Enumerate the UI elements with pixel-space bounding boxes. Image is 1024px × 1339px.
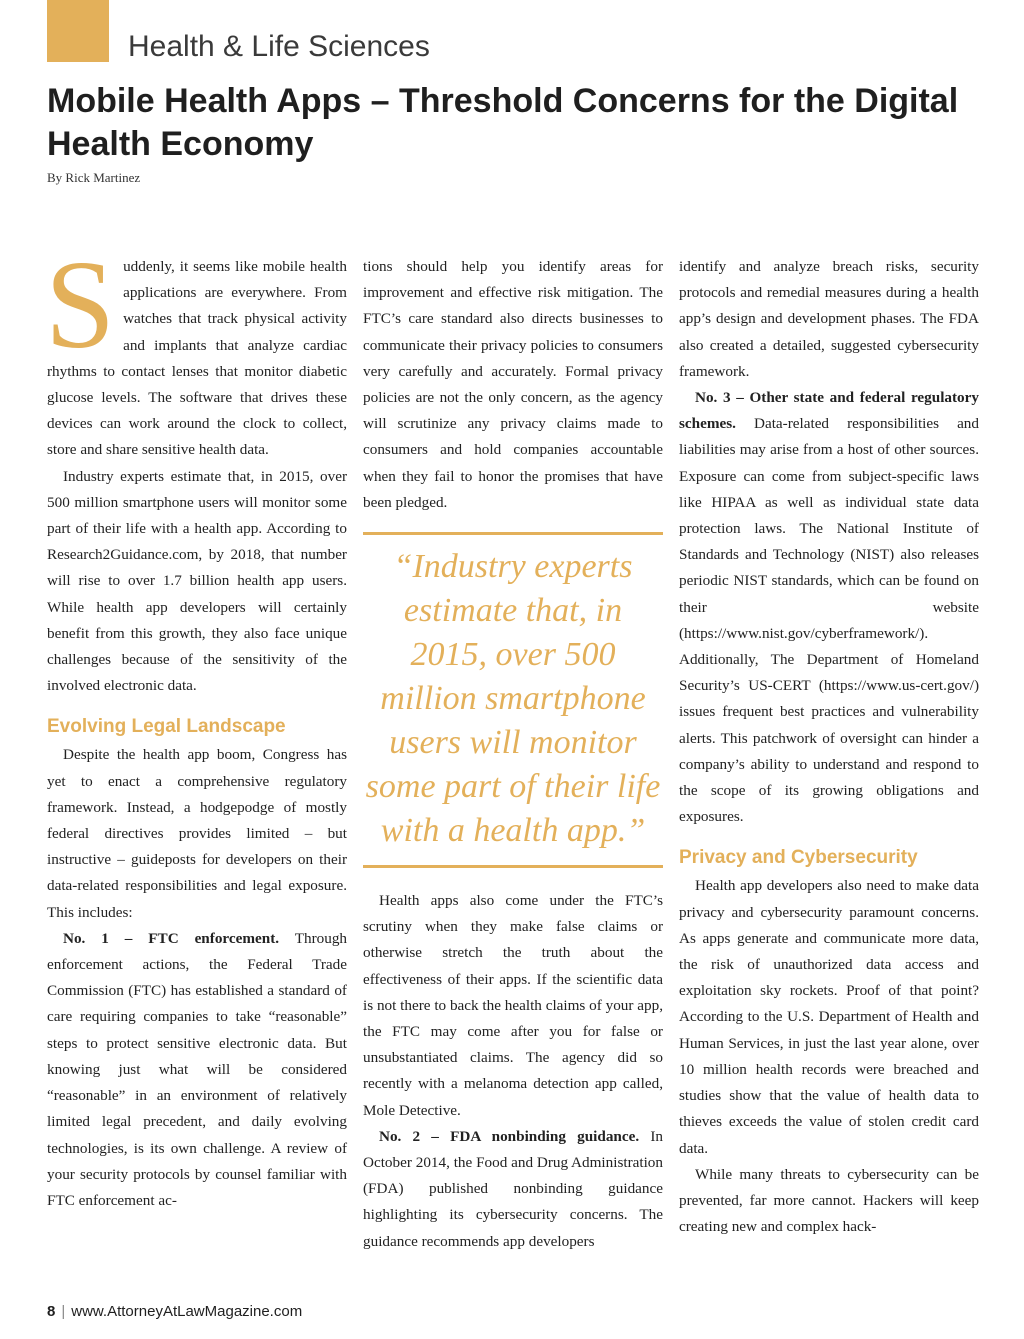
lead-in-bold: No. 1 – FTC enforcement. [63,929,280,947]
column-3 [679,254,979,1240]
paragraph: Industry experts estimate that, in 2015, over 500 million smartphone users will monitor some part of their life with a health app. According to Research2Guidance.com, by 2018, that number will rise to over 1.7 billion health app users. While health app developers will certainly benefit from this growth, they also face unique challenges because of the sensitivity of the involved electronic data. [47,467,347,695]
paragraph: While many threats to cybersecurity can be prevented, far more cannot. Hackers will keep creating new and complex hack- [679,1165,979,1236]
article-title: Mobile Health Apps – Threshold Concerns for the Digital Health Economy [47,82,959,163]
section-label: Health & Life Sciences [128,30,430,63]
lead-in-bold: No. 2 – FDA nonbinding guidance. [379,1127,640,1145]
page-number: 8 [47,1303,56,1320]
lead-in-bold: No. 3 – Other state and federal regulatory schemes. [679,389,979,433]
paragraph-text: Through enforcement actions, the Federal Trade Commission (FTC) has established a standard of care requiring companies to take “reasonable” steps to protect sensitive electronic data. But knowing just what will be considered “reasonable” in an environment of relatively limited legal precedent, and daily evolving technologies, is its own challenge. A review of your security protocols by counsel familiar with FTC enforcement ac- [47,929,348,1209]
subheading-evolving-legal-landscape: Evolving Legal Landscape [47,716,286,738]
paragraph-text: In October 2014, the Food and Drug Administration (FDA) published nonbinding guidance highlighting its cybersecurity concerns. The guidance recommends app developers [363,1127,663,1250]
pull-quote: “Industry experts estimate that, in 2015, over 500 million smartphone users will monitor some part of their life with a health app.” [363,532,663,868]
paragraph: Despite the health app boom, Congress has yet to enact a comprehensive regulatory framework. Instead, a hodgepodge of mostly federal directives provides limited – but instructive – guideposts for developers on their data-related responsibilities and legal exposure. This includes: [47,746,347,921]
column-2 [363,254,663,1255]
section-color-block [47,0,109,62]
paragraph-text: uddenly, it seems like mobile health applications are everywhere. From watches that track physical activity and implants that analyze cardiac rhythms to contact lenses that monitor diabetic glucose levels. The software that drives these devices can work around the clock to collect, store and share sensitive health data. [47,258,347,459]
paragraph [679,385,979,830]
paragraph [45,236,347,464]
paragraph: tions should help you identify areas for improvement and effective risk mitigation. The FTC’s care standard also directs businesses to communicate their privacy policies to consumers very carefully and accurately. Formal privacy policies are not the only concern, as the agency will scrutinize any privacy claims made to consumers and hold companies accountable when they fail to honor the promises that have been pledged. [363,258,663,511]
footer-separator: | [61,1303,66,1320]
byline: By Rick Martinez [47,170,141,185]
drop-cap: S [45,236,116,375]
page-footer [47,1303,302,1320]
paragraph [47,926,347,1214]
paragraph-text: Data-related responsibilities and liabilities may arise from a host of other sources. Exposure can come from subject-specific laws like HIPAA as well as individual state data protection laws. The National Institute of Standards and Technology (NIST) also releases periodic NIST standards, which can be found on their website (https://www.nist.gov/cyberframework/). Additionally, The Department of Homeland Security’s US-CERT (https://www.us-cert.gov/) issues frequent best practices and vulnerability alerts. This patchwork of oversight can hinder a company’s ability to understand and respond to the scope of its growing obligations and exposures. [679,415,979,826]
paragraph: Health apps also come under the FTC’s scrutiny when they make false claims or otherwise stretch the truth about the effectiveness of their apps. If the scientific data is not there to back the health claims of your app, the FTC may come after you for false or unsubstantiated claims. The agency did so recently with a melanoma detection app called, Mole Detective. [363,892,663,1119]
subheading-privacy-and-cybersecurity: Privacy and Cybersecurity [679,847,918,869]
footer-url: www.AttorneyAtLawMagazine.com [71,1303,303,1320]
paragraph: Health app developers also need to make data privacy and cybersecurity paramount concerns. As apps generate and communicate more data, the risk of unauthorized data access and exploitation sky rockets. Proof of that point? According to the U.S. Department of Health and Human Services, in just the last year alone, over 10 million health records were breached and studies show that the value of health data to thieves exceeds the value of stolen credit card data. [679,877,979,1157]
paragraph: identify and analyze breach risks, security protocols and remedial measures during a health app’s design and development phases. The FDA also created a detailed, suggested cybersecurity framework. [679,258,979,380]
column-1 [45,236,348,1214]
paragraph [363,1124,663,1255]
